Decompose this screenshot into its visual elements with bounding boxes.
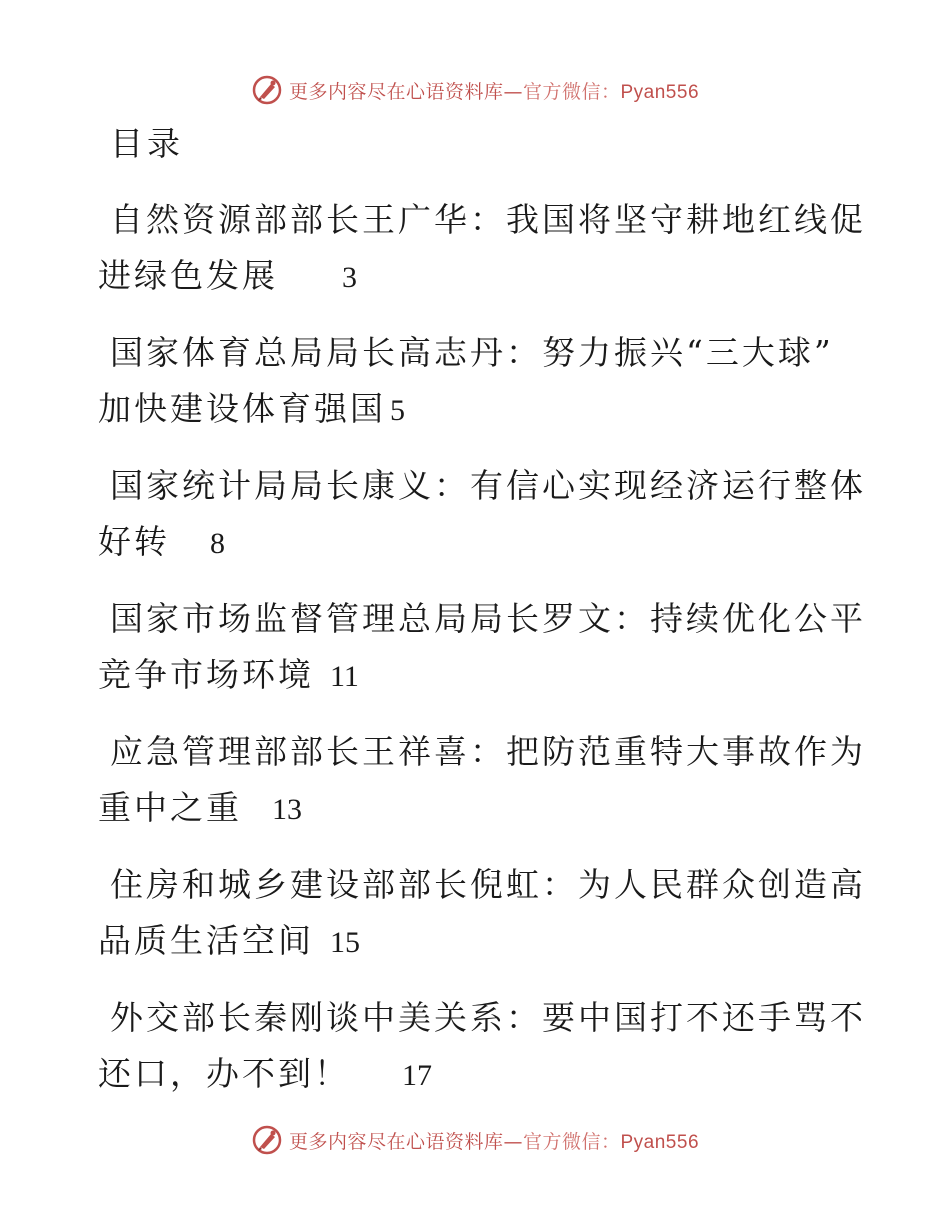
banner-dash: —: [503, 1130, 523, 1153]
toc-entry-title-line1: 国家统计局局长康义：有信心实现经济运行整体: [110, 466, 866, 505]
toc-entry-page-number: 5: [390, 394, 405, 427]
banner-slogan: 更多内容尽在心语资料库: [288, 1130, 504, 1153]
toc-entry[interactable]: [98, 458, 866, 591]
toc-entry[interactable]: [98, 325, 838, 458]
toc-entry-title-tail: 品质生活空间: [98, 921, 314, 960]
toc-entry[interactable]: [98, 591, 866, 724]
toc-entry-title-line2: [98, 514, 838, 570]
toc-entry-title-line2: [98, 248, 838, 304]
pen-logo-icon: [251, 74, 283, 106]
toc-entry[interactable]: [98, 857, 866, 990]
toc-entry[interactable]: [98, 192, 866, 325]
footer-banner: [0, 1118, 950, 1162]
toc-entry-page-number: 13: [272, 793, 302, 826]
toc-entry-title-line2: [98, 647, 838, 703]
toc-entry-title-line1: 应急管理部部长王祥喜：把防范重特大事故作为: [110, 732, 866, 771]
banner-wechat-label: 官方微信：: [522, 1130, 621, 1153]
toc-entry[interactable]: [98, 724, 866, 857]
toc-entry-title-line1: 外交部长秦刚谈中美关系：要中国打不还手骂不: [110, 998, 866, 1037]
toc-entry-page-number: 3: [342, 261, 357, 294]
toc-entry-title-tail: 重中之重: [98, 788, 242, 827]
toc-entry-title-tail: 好转: [98, 522, 170, 561]
toc-entry-title-tail: 竞争市场环境: [98, 655, 314, 694]
toc-title: 目录: [110, 124, 184, 163]
toc-entry-title-tail: 加快建设体育强国: [98, 389, 386, 428]
header-banner-text: [289, 77, 699, 104]
banner-dash: —: [503, 80, 523, 103]
toc-entry-title-line1: 住房和城乡建设部部长倪虹：为人民群众创造高: [110, 865, 866, 904]
footer-banner-content: [251, 1124, 699, 1156]
toc-entry-title-line1: 国家体育总局局长高志丹：努力振兴“三大球”: [110, 333, 834, 372]
banner-account: Pyan556: [620, 1131, 700, 1153]
pen-logo-icon: [251, 1124, 283, 1156]
toc-entry-title-tail: 进绿色发展: [98, 256, 278, 295]
toc-entry-title-line2: [98, 1046, 838, 1102]
header-banner-content: [251, 74, 699, 106]
toc-entry-page-number: 17: [402, 1059, 432, 1092]
banner-account: Pyan556: [620, 81, 700, 103]
toc-entry-page-number: 11: [330, 660, 359, 693]
toc-entry-title-line2: [98, 913, 838, 969]
toc-entry-title-line1: 国家市场监督管理总局局长罗文：持续优化公平: [110, 599, 866, 638]
toc-entry-title-line1: 自然资源部部长王广华：我国将坚守耕地红线促: [110, 200, 866, 239]
toc-entry-title-tail: 还口，办不到！: [98, 1054, 350, 1093]
toc-entry-title-line2: [98, 381, 838, 437]
toc-list: [98, 192, 866, 1123]
toc-entry-title-line2: [98, 780, 838, 836]
toc-entry[interactable]: [98, 990, 866, 1123]
toc-entry-page-number: 8: [210, 527, 225, 560]
banner-slogan: 更多内容尽在心语资料库: [288, 80, 504, 103]
footer-banner-text: [289, 1127, 699, 1154]
header-banner: [0, 68, 950, 112]
banner-wechat-label: 官方微信：: [522, 80, 621, 103]
toc-entry-page-number: 15: [330, 926, 360, 959]
